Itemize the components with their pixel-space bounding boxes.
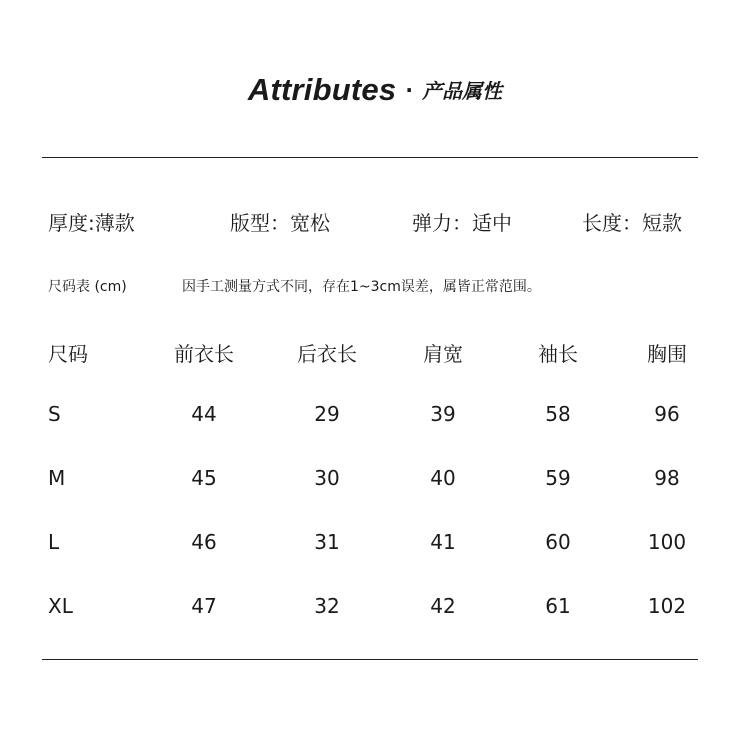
title-chinese: 产品属性 — [422, 79, 503, 103]
table-header-cell: 肩宽 — [423, 342, 463, 366]
table-cell: 98 — [654, 466, 680, 490]
table-cell: 39 — [430, 402, 456, 426]
size-label-cell: XL — [48, 594, 73, 618]
measurement-disclaimer: 因手工测量方式不同，存在1~3cm误差，属皆正常范围。 — [182, 279, 541, 295]
table-cell: 46 — [191, 530, 217, 554]
table-cell: 30 — [314, 466, 340, 490]
bottom-divider — [42, 659, 698, 660]
title-separator: · — [405, 78, 413, 102]
table-header-cell: 前衣长 — [174, 342, 234, 366]
table-cell: 59 — [545, 466, 571, 490]
table-cell: 40 — [430, 466, 456, 490]
title-english: Attributes — [247, 72, 397, 107]
table-cell: 47 — [191, 594, 217, 618]
table-cell: 32 — [314, 594, 340, 618]
size-chart-label: 尺码表 (cm) — [48, 279, 127, 295]
table-header-cell: 尺码 — [48, 342, 88, 366]
attribute-elasticity: 弹力：适中 — [412, 211, 512, 235]
table-cell: 100 — [647, 530, 687, 554]
table-header-cell: 后衣长 — [297, 342, 357, 366]
size-label-cell: S — [48, 402, 61, 426]
table-cell: 96 — [654, 402, 680, 426]
attribute-thickness: 厚度:薄款 — [48, 211, 135, 235]
table-cell: 29 — [314, 402, 340, 426]
table-cell: 45 — [191, 466, 217, 490]
table-cell: 41 — [430, 530, 456, 554]
table-cell: 58 — [545, 402, 571, 426]
table-cell: 42 — [430, 594, 456, 618]
table-header-cell: 袖长 — [538, 342, 578, 366]
attribute-fit: 版型：宽松 — [230, 211, 330, 235]
table-header-cell: 胸围 — [647, 342, 687, 366]
table-cell: 61 — [545, 594, 571, 618]
size-label-cell: M — [48, 466, 66, 490]
table-cell: 31 — [314, 530, 340, 554]
table-cell: 60 — [545, 530, 571, 554]
attribute-length: 长度：短款 — [582, 211, 682, 235]
table-cell: 102 — [647, 594, 687, 618]
size-label-cell: L — [48, 530, 60, 554]
table-cell: 44 — [191, 402, 217, 426]
